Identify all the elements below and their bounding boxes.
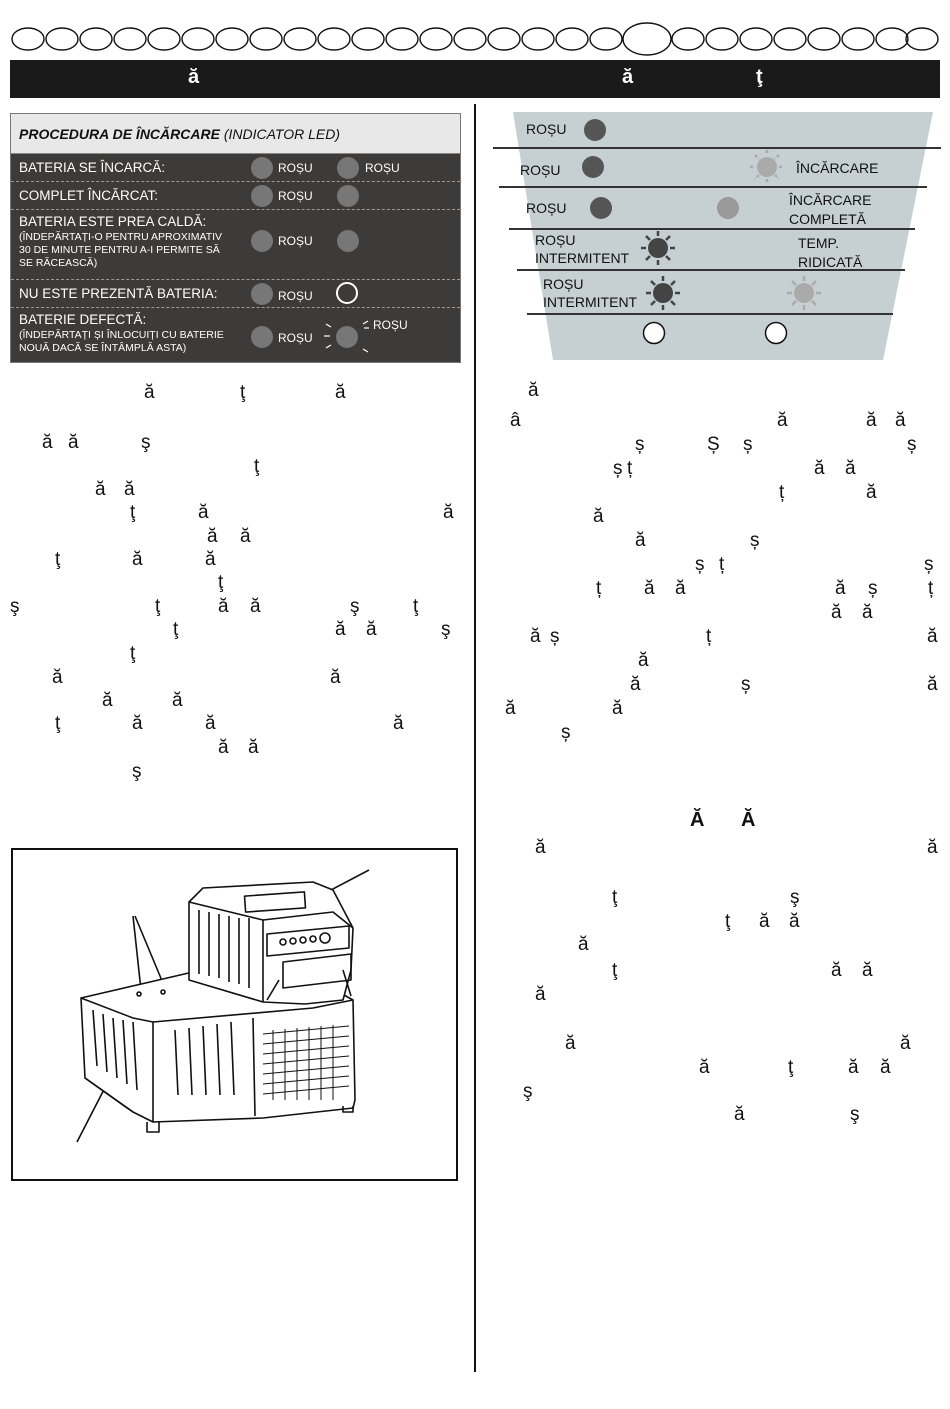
table-row: [11, 181, 460, 209]
text-glyph: ă: [528, 380, 539, 401]
text-glyph: ș: [907, 434, 917, 455]
text-glyph: ă: [675, 578, 686, 599]
text-glyph: ă: [759, 911, 770, 932]
blinking-led-icon: [321, 316, 381, 356]
text-glyph: ă: [240, 526, 251, 547]
text-glyph: ă: [102, 690, 113, 711]
text-glyph: ţ: [130, 502, 136, 523]
text-glyph: ă: [835, 578, 846, 599]
charging-procedure-table: [10, 113, 461, 363]
led-icon: [337, 230, 359, 252]
row-label: COMPLET ÎNCĂRCAT:: [19, 188, 159, 203]
text-glyph: ă: [530, 626, 541, 647]
text-glyph: ă: [831, 602, 842, 623]
text-glyph: ă: [927, 837, 938, 858]
text-glyph: ă: [866, 410, 877, 431]
text-glyph: ţ: [218, 572, 224, 593]
led-off-icon: [336, 282, 358, 304]
panel-label: COMPLETĂ: [789, 211, 867, 227]
led-color-label: ROȘU: [278, 161, 313, 175]
panel-label: ÎNCĂRCARE: [789, 192, 872, 208]
text-glyph: ș: [924, 554, 934, 575]
text-glyph: ă: [248, 737, 259, 758]
led-color-label: ROȘU: [278, 289, 313, 303]
text-glyph: ş: [523, 1081, 533, 1102]
text-glyph: ă: [144, 382, 155, 403]
text-glyph: ă: [68, 432, 79, 453]
text-glyph: ț: [596, 578, 602, 599]
text-glyph: ă: [393, 713, 404, 734]
text-glyph: ț: [779, 482, 785, 503]
text-glyph: ă: [124, 479, 135, 500]
text-glyph: ş: [790, 887, 800, 908]
text-glyph: ş: [10, 596, 20, 617]
text-glyph: ă: [630, 674, 641, 695]
text-glyph: ţ: [612, 960, 618, 981]
row-sublabel: (ÎNDEPĂRTAȚI-O PENTRU APROXIMATIV: [19, 231, 223, 243]
led-icon: [251, 185, 273, 207]
text-glyph: ă: [42, 432, 53, 453]
text-glyph: ţ: [254, 456, 260, 477]
text-glyph: ţ: [130, 643, 136, 664]
led-icon: [251, 283, 273, 305]
text-glyph: ă: [218, 737, 229, 758]
led-icon: [337, 157, 359, 179]
led-color-label: ROȘU: [278, 189, 313, 203]
text-glyph: ş: [132, 761, 142, 782]
text-glyph: ț: [928, 578, 934, 599]
panel-label: ROȘU: [520, 162, 561, 178]
text-glyph: ş: [441, 619, 451, 640]
row-sublabel: (ÎNDEPĂRTAȚI ȘI ÎNLOCUIȚI CU BATERIE: [19, 329, 224, 341]
charger-illustration-frame: [11, 848, 458, 1181]
panel-label: TEMP.: [798, 235, 839, 251]
led-icon: [251, 157, 273, 179]
text-glyph: ț: [627, 458, 633, 479]
text-glyph: ă: [330, 667, 341, 688]
text-glyph: ă: [927, 674, 938, 695]
text-glyph: ă: [895, 410, 906, 431]
text-glyph: ă: [95, 479, 106, 500]
text-glyph: ă: [505, 698, 516, 719]
charger-illustration: [13, 850, 456, 1179]
row-label: BATERIA ESTE PREA CALDĂ:: [19, 214, 207, 229]
text-glyph: ş: [350, 596, 360, 617]
text-glyph: ţ: [240, 382, 246, 403]
text-glyph: ț: [719, 554, 725, 575]
text-glyph: Ș: [707, 434, 720, 455]
led-color-label: ROȘU: [365, 161, 400, 175]
row-label: NU ESTE PREZENTĂ BATERIA:: [19, 286, 218, 301]
panel-label: ROȘU: [526, 200, 567, 216]
text-glyph: ţ: [612, 887, 618, 908]
led-color-label: ROȘU: [373, 318, 408, 332]
column-divider: [474, 104, 476, 1372]
table-row: [11, 209, 460, 279]
text-glyph: ă: [335, 619, 346, 640]
language-tab-strip: [10, 22, 940, 56]
led-icon: [251, 230, 273, 252]
heading-glyph: Ă: [741, 809, 756, 831]
led-icon: [251, 326, 273, 348]
text-glyph: ţ: [413, 596, 419, 617]
section-header-bar: [10, 60, 940, 98]
text-glyph: ă: [900, 1033, 911, 1054]
text-glyph: ă: [205, 549, 216, 570]
text-glyph: ă: [132, 549, 143, 570]
text-glyph: ă: [638, 650, 649, 671]
text-glyph: ă: [734, 1104, 745, 1125]
panel-label: INTERMITENT: [535, 250, 630, 266]
text-glyph: ţ: [788, 1057, 794, 1078]
panel-label: ROȘU: [526, 121, 567, 137]
text-glyph: ț: [706, 626, 712, 647]
led-icon: [337, 185, 359, 207]
text-glyph: ţ: [725, 911, 731, 932]
table-title: [11, 114, 460, 154]
text-glyph: ă: [789, 911, 800, 932]
text-glyph: ă: [866, 482, 877, 503]
text-glyph: ș: [635, 434, 645, 455]
text-glyph: ă: [880, 1057, 891, 1078]
text-glyph: ă: [218, 596, 229, 617]
text-glyph: ă: [172, 690, 183, 711]
panel-label: INTERMITENT: [543, 294, 638, 310]
panel-label: ROȘU: [543, 276, 584, 292]
text-glyph: ș: [561, 722, 571, 743]
panel-label: ROȘU: [535, 232, 576, 248]
text-glyph: ă: [927, 626, 938, 647]
text-glyph: ă: [443, 502, 454, 523]
row-label: BATERIA SE ÎNCARCĂ:: [19, 160, 166, 175]
text-glyph: ă: [205, 713, 216, 734]
text-glyph: ă: [207, 526, 218, 547]
led-color-label: ROȘU: [278, 331, 313, 345]
table-row: [11, 307, 460, 363]
text-glyph: ă: [535, 837, 546, 858]
table-title-bold: PROCEDURA DE ÎNCĂRCARE: [19, 126, 220, 142]
text-glyph: ţ: [173, 619, 179, 640]
text-glyph: ș: [868, 578, 878, 599]
table-row: [11, 154, 460, 181]
row-sublabel: 30 DE MINUTE PENTRU A-I PERMITE SĂ: [19, 244, 220, 256]
text-glyph: ș: [695, 554, 705, 575]
text-glyph: ă: [578, 934, 589, 955]
text-glyph: ă: [635, 530, 646, 551]
text-glyph: ă: [198, 502, 209, 523]
panel-label: ÎNCĂRCARE: [796, 160, 879, 176]
text-glyph: â: [510, 410, 521, 431]
text-glyph: ș: [750, 530, 760, 551]
text-glyph: ă: [848, 1057, 859, 1078]
led-color-label: ROȘU: [278, 234, 313, 248]
header-right-title-1: ă: [622, 66, 634, 88]
text-glyph: ă: [777, 410, 788, 431]
text-glyph: ă: [593, 506, 604, 527]
table-row: [11, 279, 460, 307]
header-right-title-2: ţ: [756, 66, 763, 88]
row-label: BATERIE DEFECTĂ:: [19, 312, 147, 327]
table-title-normal: (INDICATOR LED): [223, 126, 340, 142]
text-glyph: ă: [699, 1057, 710, 1078]
text-glyph: ș: [741, 674, 751, 695]
text-glyph: ş: [141, 432, 151, 453]
text-glyph: ă: [814, 458, 825, 479]
text-glyph: ă: [132, 713, 143, 734]
text-glyph: ă: [644, 578, 655, 599]
text-glyph: ă: [366, 619, 377, 640]
text-glyph: ă: [335, 382, 346, 403]
text-glyph: ș: [613, 458, 623, 479]
text-glyph: ţ: [55, 549, 61, 570]
text-glyph: ă: [535, 984, 546, 1005]
header-left-title: ă: [188, 66, 200, 88]
heading-glyph: Ă: [690, 809, 705, 831]
text-glyph: ă: [831, 960, 842, 981]
row-sublabel: SE RĂCEASCĂ): [19, 257, 98, 269]
text-glyph: ș: [743, 434, 753, 455]
text-glyph: ă: [612, 698, 623, 719]
text-glyph: ș: [550, 626, 560, 647]
text-glyph: ţ: [155, 596, 161, 617]
text-glyph: ă: [565, 1033, 576, 1054]
text-glyph: ă: [52, 667, 63, 688]
row-sublabel: NOUĂ DACĂ SE ÎNTÂMPLĂ ASTA): [19, 342, 187, 354]
text-glyph: ă: [845, 458, 856, 479]
text-glyph: ă: [250, 596, 261, 617]
text-glyph: ă: [862, 602, 873, 623]
panel-label: RIDICATĂ: [798, 254, 863, 270]
text-glyph: ţ: [55, 713, 61, 734]
text-glyph: ă: [862, 960, 873, 981]
text-glyph: ş: [850, 1104, 860, 1125]
